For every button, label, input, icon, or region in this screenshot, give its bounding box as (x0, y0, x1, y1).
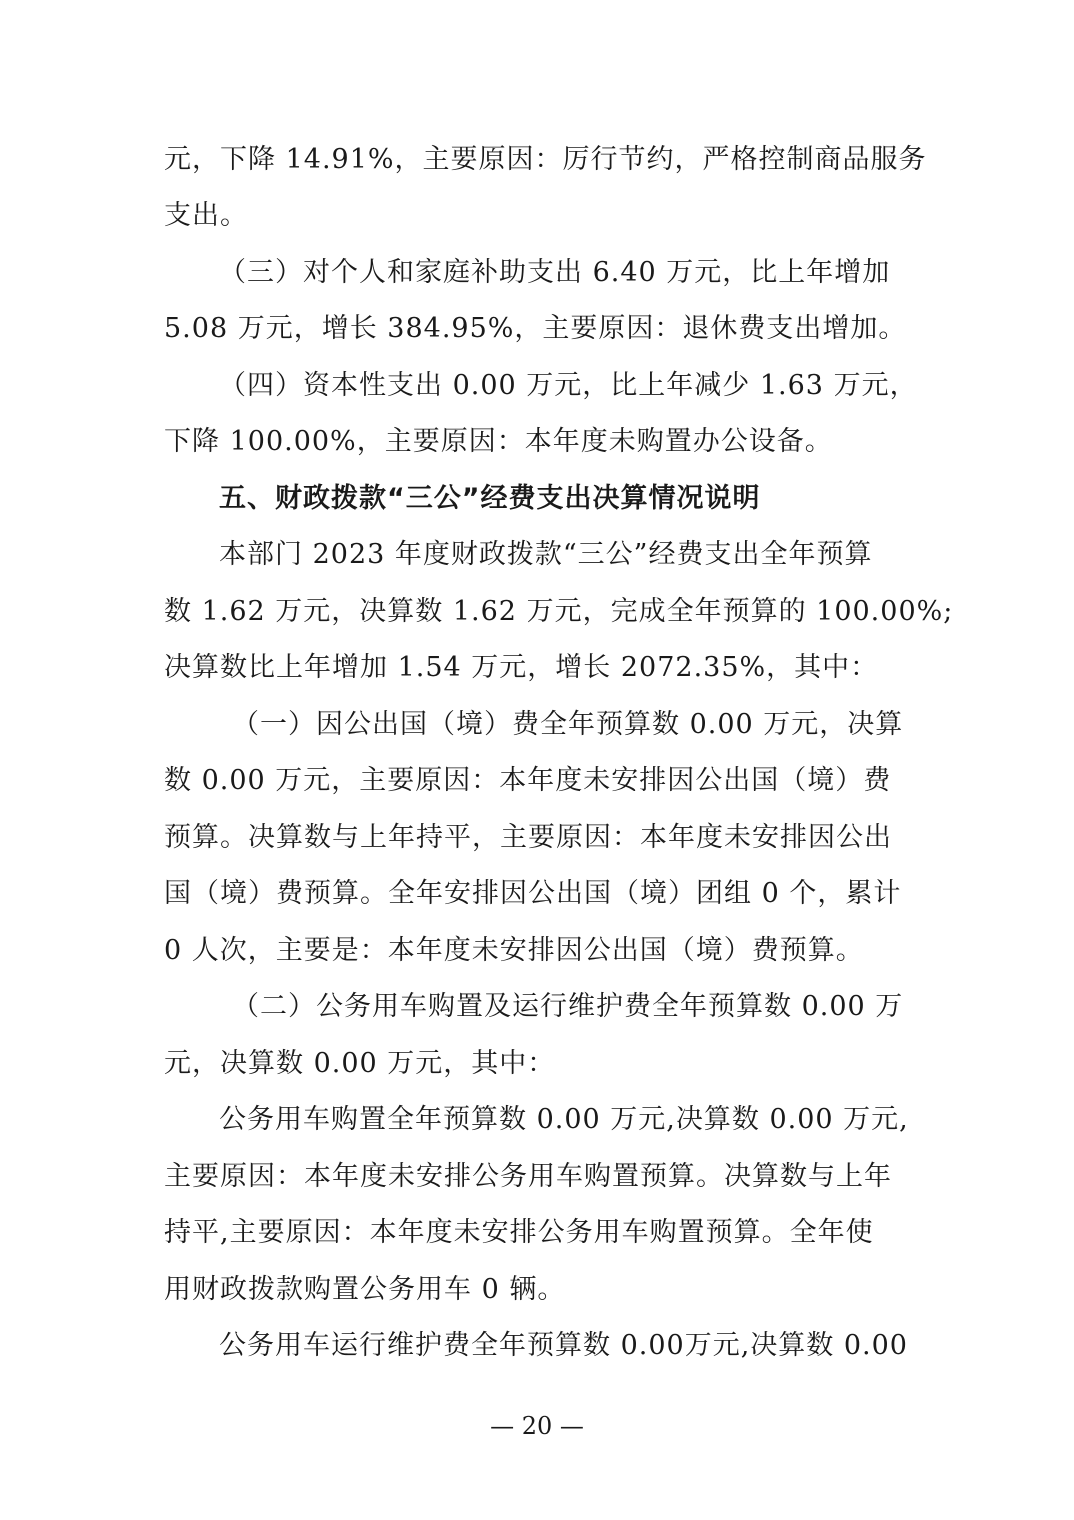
paragraph-line: 元，下降 14.91%，主要原因：厉行节约，严格控制商品服务 (164, 144, 927, 175)
paragraph-line: 本部门 2023 年度财政拨款“三公”经费支出全年预算 (219, 539, 873, 570)
paragraph-line: 决算数比上年增加 1.54 万元，增长 2072.35%，其中： (164, 652, 879, 683)
paragraph-line: 持平,主要原因：本年度未安排公务用车购置预算。全年使 (164, 1217, 874, 1248)
paragraph-line: 预算。决算数与上年持平，主要原因：本年度未安排因公出 (164, 822, 892, 853)
paragraph-line: （三）对个人和家庭补助支出 6.40 万元，比上年增加 (219, 257, 891, 288)
paragraph-line: （二）公务用车购置及运行维护费全年预算数 0.00 万 (232, 991, 904, 1022)
paragraph-line: 元，决算数 0.00 万元，其中： (164, 1048, 556, 1079)
page-number: — 20 — (490, 1412, 584, 1440)
paragraph-line: 下降 100.00%，主要原因：本年度未购置办公设备。 (164, 426, 833, 457)
paragraph-line: 公务用车购置全年预算数 0.00 万元,决算数 0.00 万元, (219, 1104, 909, 1135)
paragraph-line: 主要原因：本年度未安排公务用车购置预算。决算数与上年 (164, 1161, 892, 1192)
paragraph-line: 5.08 万元，增长 384.95%，主要原因：退休费支出增加。 (164, 313, 907, 344)
paragraph-line: 公务用车运行维护费全年预算数 0.00万元,决算数 0.00 (219, 1330, 908, 1361)
paragraph-line: （一）因公出国（境）费全年预算数 0.00 万元，决算 (232, 709, 904, 740)
paragraph-line: 0 人次，主要是：本年度未安排因公出国（境）费预算。 (164, 935, 864, 966)
paragraph-line: 数 1.62 万元，决算数 1.62 万元，完成全年预算的 100.00%; (164, 596, 954, 627)
paragraph-line: 支出。 (164, 200, 248, 231)
paragraph-line: 国（境）费预算。全年安排因公出国（境）团组 0 个，累计 (164, 878, 902, 909)
paragraph-line: 用财政拨款购置公务用车 0 辆。 (164, 1274, 566, 1305)
paragraph-line: 数 0.00 万元，主要原因：本年度未安排因公出国（境）费 (164, 765, 892, 796)
paragraph-line: （四）资本性支出 0.00 万元，比上年减少 1.63 万元， (219, 370, 918, 401)
section-heading: 五、财政拨款“三公”经费支出决算情况说明 (219, 483, 761, 514)
